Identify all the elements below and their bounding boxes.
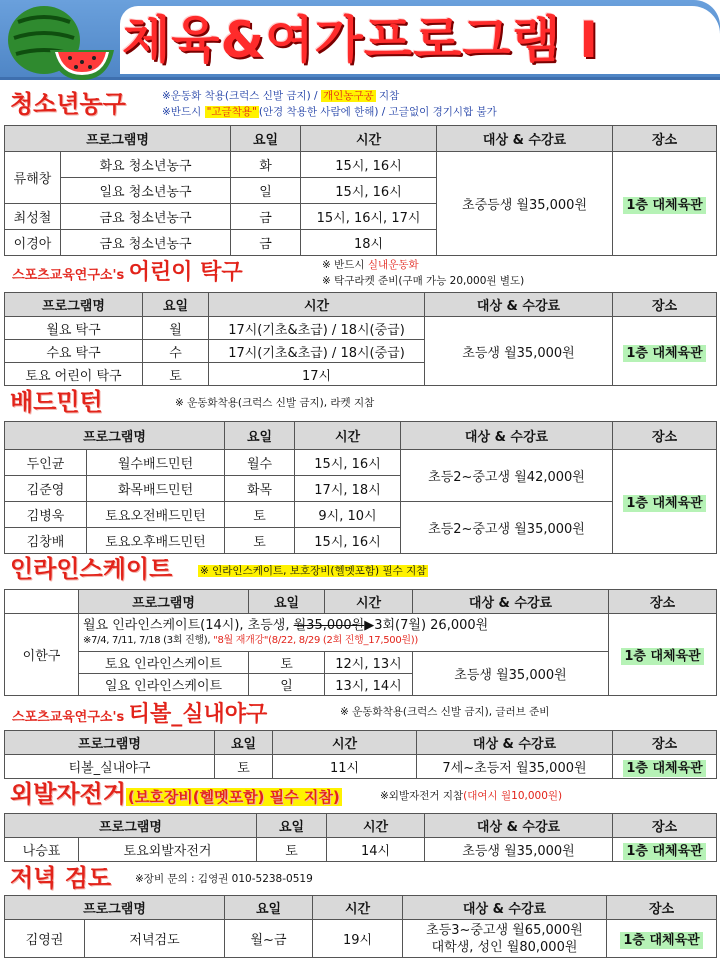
target-cell: 초등2~중고생 월35,000원 [401,502,613,554]
instructor-cell: 최성철 [5,204,61,230]
time-cell: 13시, 14시 [325,674,413,696]
day-cell: 토 [225,528,295,554]
time-cell: 18시 [301,230,437,256]
header-day: 요일 [143,293,209,317]
instructor-cell: 이한구 [5,614,79,696]
table-row [5,502,717,528]
header-time: 시간 [313,896,403,920]
header-program: 프로그램명 [5,731,215,755]
note-text: ※외발자전거 지참 [380,790,464,802]
header-program: 프로그램명 [5,293,143,317]
badminton-note: ※ 운동화착용(크럭스 신발 금지), 라켓 지참 [175,397,375,409]
header-program: 프로그램명 [5,814,257,838]
place-cell [613,317,717,386]
program-cell: 금요 청소년농구 [61,204,231,230]
kendo-title: 저녁 검도 [10,864,112,892]
time-cell: 15시, 16시, 17시 [301,204,437,230]
title-highlight: (보호장비(헬멧포함) 필수 지참) [127,788,340,806]
table-row [5,920,717,958]
bike-title [10,782,342,806]
place-label: 1층 대체육관 [620,932,702,949]
time-cell: 14시 [327,838,425,862]
basketball-note-2 [162,105,497,119]
pingpong-table [4,292,717,386]
watermelon-icon [4,2,116,82]
place-cell [613,755,717,779]
place-cell [613,838,717,862]
time-cell: 9시, 10시 [295,502,401,528]
place-cell [613,450,717,554]
header-time: 시간 [295,422,401,450]
day-cell: 일 [249,674,325,696]
program-cell: 화요 청소년농구 [61,152,231,178]
header-place: 장소 [613,293,717,317]
note-highlight: 실내운동화 [367,259,419,271]
program-cell: 월요 탁구 [5,317,143,340]
table-row [5,317,717,340]
badminton-title: 배드민턴 [10,388,103,416]
day-cell: 일 [231,178,301,204]
header-place: 장소 [607,896,717,920]
time-cell: 11시 [273,755,417,779]
header-target: 대상 & 수강료 [437,126,613,152]
target-cell: 초중등생 월35,000원 [437,152,613,256]
day-cell: 토 [249,652,325,674]
blank-header [5,590,79,614]
header-time: 시간 [273,731,417,755]
special-program-note [83,633,606,648]
header-place: 장소 [613,731,717,755]
header-day: 요일 [225,896,313,920]
inline-table [4,589,717,696]
time-cell: 15시, 16시 [301,178,437,204]
time-cell: 17시(기초&초급) / 18시(중급) [209,340,425,363]
program-cell: 티볼_실내야구 [5,755,215,779]
basketball-note-1 [162,89,399,103]
header-time: 시간 [209,293,425,317]
time-cell: 15시, 16시 [295,528,401,554]
instructor-cell: 김창배 [5,528,87,554]
pingpong-title [12,262,243,284]
target-cell: 초등2~중고생 월42,000원 [401,450,613,502]
title-main: 티볼_실내야구 [128,702,268,727]
special-program-cell [79,614,609,652]
target-cell: 7세~초등저 월35,000원 [417,755,613,779]
place-label: 1층 대체육관 [623,197,705,214]
place-cell [613,152,717,256]
program-cell: 화목배드민턴 [87,476,225,502]
time-cell: 19시 [313,920,403,958]
program-cell: 저녁검도 [85,920,225,958]
place-label: 1층 대체육관 [621,648,703,665]
header-target: 대상 & 수강료 [425,814,613,838]
target-cell: 초등생 월35,000원 [425,838,613,862]
target-cell: 초등생 월35,000원 [425,317,613,386]
header-day: 요일 [215,731,273,755]
header-target: 대상 & 수강료 [403,896,607,920]
inline-note [198,564,428,578]
tball-table [4,730,717,779]
program-cell: 토요 인라인스케이트 [79,652,249,674]
instructor-cell: 김준영 [5,476,87,502]
title-main: 어린이 탁구 [128,260,243,285]
place-cell [607,920,717,958]
note-text: ※ 반드시 [322,259,368,271]
note-text: ※반드시 [162,106,205,118]
table-row [5,450,717,476]
day-cell: 토 [257,838,327,862]
program-cell: 일요 인라인스케이트 [79,674,249,696]
instructor-cell: 두인균 [5,450,87,476]
basketball-title: 청소년농구 [10,90,126,118]
target-cell [403,920,607,958]
special-note-text: ※7/4, 7/11, 7/18 (3회 진행), [83,634,214,646]
header-day: 요일 [249,590,325,614]
day-cell: 토 [225,502,295,528]
kendo-table [4,895,717,958]
day-cell: 금 [231,204,301,230]
place-label: 1층 대체육관 [623,495,705,512]
note-highlight: "고글착용" [206,106,257,118]
program-cell: 토요 어린이 탁구 [5,363,143,386]
program-cell: 수요 탁구 [5,340,143,363]
header-time: 시간 [327,814,425,838]
new-price: ▶3회(7월) 26,000원 [364,617,489,633]
day-cell: 수 [143,340,209,363]
day-cell: 월 [143,317,209,340]
title-prefix: 스포츠교육연구소's [12,710,129,725]
page-title: 체육&여가프로그램 I [122,11,600,69]
tball-note: ※ 운동화착용(크럭스 신발 금지), 글러브 준비 [340,706,550,718]
table-row [5,838,717,862]
instructor-cell: 김영권 [5,920,85,958]
inline-title: 인라인스케이트 [10,555,173,583]
place-label: 1층 대체육관 [623,843,705,860]
place-label: 1층 대체육관 [623,345,705,362]
place-cell [609,614,717,696]
special-text: 월요 인라인스케이트(14시), 초등생, [83,617,294,633]
table-row [5,152,717,178]
header-place: 장소 [609,590,717,614]
header-place: 장소 [613,814,717,838]
header-target: 대상 & 수강료 [417,731,613,755]
day-cell: 화 [231,152,301,178]
instructor-cell: 류해창 [5,152,61,204]
table-row [5,755,717,779]
special-note-highlight: "8월 재개강"(8/22, 8/29 (2회 진행_17,500원)) [213,634,418,646]
day-cell: 금 [231,230,301,256]
pingpong-note-2: ※ 탁구라켓 준비(구매 가능 20,000원 별도) [322,275,525,287]
time-cell: 15시, 16시 [301,152,437,178]
program-cell: 일요 청소년농구 [61,178,231,204]
day-cell: 토 [143,363,209,386]
place-label: 1층 대체육관 [623,760,705,777]
day-cell: 화목 [225,476,295,502]
tball-title [12,704,267,726]
program-cell: 월수배드민턴 [87,450,225,476]
old-price: 월35,000원 [293,617,365,633]
target-cell: 초등생 월35,000원 [413,652,609,696]
basketball-table [4,125,717,256]
header-program: 프로그램명 [79,590,249,614]
badminton-table [4,421,717,554]
header-place: 장소 [613,422,717,450]
instructor-cell: 이경아 [5,230,61,256]
header-place: 장소 [613,126,717,152]
note-highlight: 개인농구공 [322,90,374,102]
header-day: 요일 [231,126,301,152]
table-row [5,614,717,652]
time-cell: 15시, 16시 [295,450,401,476]
note-highlight: ※ 인라인스케이트, 보호장비(헬멧포함) 필수 지참 [200,565,427,577]
program-cell: 토요외발자전거 [79,838,257,862]
pingpong-note-1 [322,258,419,272]
header-time: 시간 [301,126,437,152]
program-cell: 토요오후배드민턴 [87,528,225,554]
title-prefix: 스포츠교육연구소's [12,268,129,283]
kendo-note: ※장비 문의 : 김영권 010-5238-0519 [135,873,313,885]
time-cell: 17시(기초&초급) / 18시(중급) [209,317,425,340]
bike-note [380,789,562,803]
title-main: 외발자전거 [10,780,126,808]
note-highlight: (대여시 월10,000원) [463,790,563,802]
program-cell: 금요 청소년농구 [61,230,231,256]
time-cell: 17시 [209,363,425,386]
note-text: 지참 [375,90,400,102]
header-program: 프로그램명 [5,896,225,920]
day-cell: 월수 [225,450,295,476]
header-program: 프로그램명 [5,126,231,152]
bike-table [4,813,717,862]
header-day: 요일 [225,422,295,450]
header-day: 요일 [257,814,327,838]
time-cell: 17시, 18시 [295,476,401,502]
note-text: (안경 착용한 사람에 한해) / 고글없이 경기시합 불가 [258,106,497,118]
header-target: 대상 & 수강료 [401,422,613,450]
special-program-line [83,618,606,633]
note-text: ※운동화 착용(크럭스 신발 금지) / [162,90,321,102]
header-target: 대상 & 수강료 [413,590,609,614]
instructor-cell: 김병욱 [5,502,87,528]
program-cell: 토요오전배드민턴 [87,502,225,528]
day-cell: 월~금 [225,920,313,958]
header-program: 프로그램명 [5,422,225,450]
target-line: 초등3~중고생 월65,000원 [426,922,583,938]
header-target: 대상 & 수강료 [425,293,613,317]
target-line: 대학생, 성인 월80,000원 [431,939,578,955]
time-cell: 12시, 13시 [325,652,413,674]
header-time: 시간 [325,590,413,614]
instructor-cell: 나승표 [5,838,79,862]
day-cell: 토 [215,755,273,779]
